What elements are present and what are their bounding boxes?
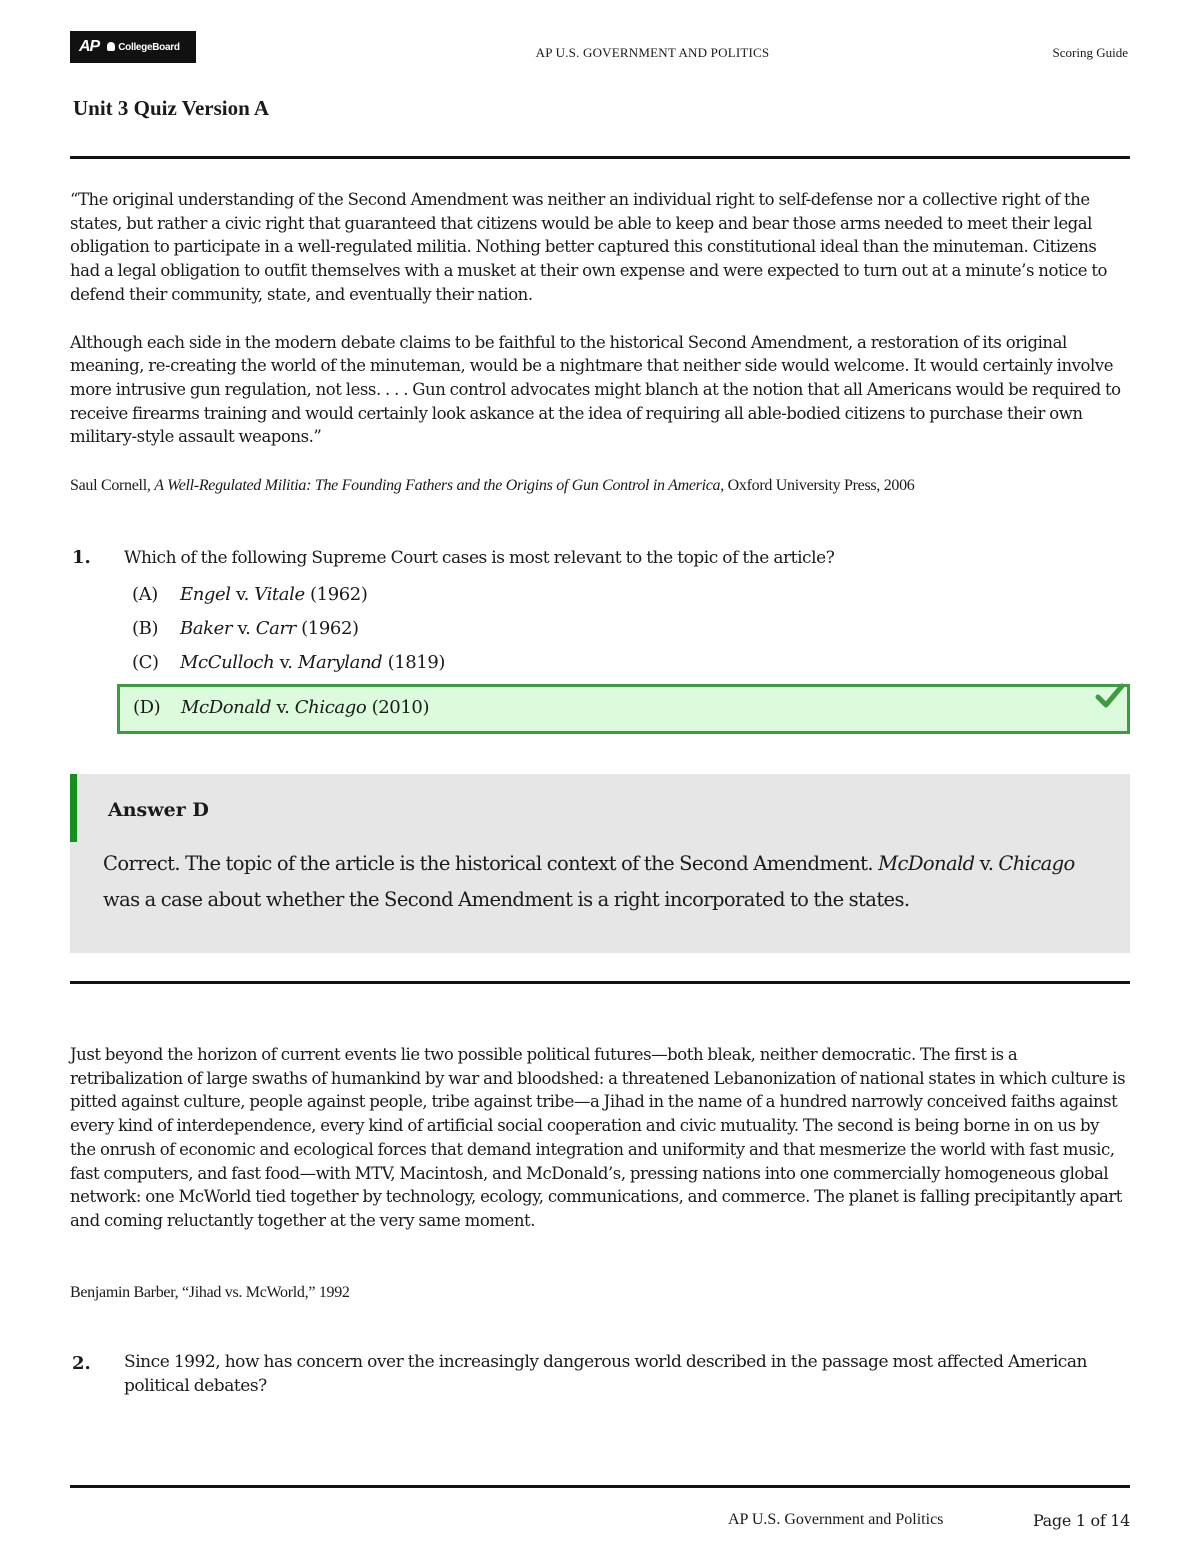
answer-case-party-2: Chicago — [998, 852, 1075, 875]
passage-1-citation — [70, 477, 915, 495]
passage-1-paragraph-1: “The original understanding of the Second Amendment was neither an individual right to self-defense nor a collective right of the states, but rather a civic right that guaranteed that citizens would be able to keep and bear those arms needed to meet their legal obligation to participate in a well-regulated militia. Nothing better captured this constitutional ideal than the minuteman. Citizens had a legal obligation to outfit themselves with a musket at their own expense and were expected to turn out at a minute’s notice to defend their community, state, and eventually their nation. — [70, 190, 1108, 304]
passage-2-paragraph: Just beyond the horizon of current events lie two possible political futures—both bleak, neither democratic. The first is a retribalization of large swaths of humankind by war and bloodshed: a threatened Lebanonization of national states in which culture is pitted against culture, people against people, tribe against tribe—a Jihad in the name of a hundred narrowly conceived faiths against every kind of interdependence, every kind of artificial social cooperation and civic mutuality. The second is being borne in on us by the onrush of economic and ecological forces that demand integration and uniformity and that mesmerize the world with fast music, fast computers, and fast food—with MTV, Macintosh, and McDonald’s, pressing nations into one commercially homogeneous global network: one McWorld tied together by technology, ecology, communications, and commerce. The planet is falling precipitantly apart and coming reluctantly together at the very same moment. — [70, 1045, 1126, 1230]
case-party-2: Vitale — [254, 584, 305, 605]
case-versus: v. — [230, 584, 255, 605]
option-c[interactable] — [132, 652, 445, 673]
option-letter: (C) — [132, 652, 159, 673]
question-1-number: 1. — [72, 547, 91, 568]
divider-bottom — [70, 1485, 1130, 1488]
page-title: Unit 3 Quiz Version A — [73, 96, 270, 120]
case-year: (1962) — [304, 584, 368, 605]
answer-explanation — [103, 846, 1083, 918]
case-party-2: Maryland — [297, 652, 383, 673]
checkmark-icon — [1095, 683, 1125, 709]
logo-cb-label: CollegeBoard — [118, 41, 180, 53]
question-2-number: 2. — [72, 1353, 91, 1374]
footer-course: AP U.S. Government and Politics — [728, 1511, 944, 1528]
option-a[interactable] — [132, 584, 367, 605]
case-versus: v. — [271, 697, 295, 718]
answer-title: Answer D — [108, 799, 209, 821]
answer-text-2: was a case about whether the Second Amendment is a right incorporated to the states. — [103, 888, 910, 911]
case-year: (2010) — [366, 697, 430, 718]
passage-1-paragraph-2: Although each side in the modern debate claims to be faithful to the historical Second Amendment, a restoration of its original meaning, re-creating the world of the minuteman, would be a nightmare that neither side would welcome. It would certainly involve more intrusive gun regulation, not less. . . . Gun control advocates might blanch at the notion that all Americans would be required to receive firearms training and would certainly look askance at the idea of requiring all able-bodied citizens to purchase their own military-style assault weapons.” — [70, 332, 1121, 447]
header-guide: Scoring Guide — [1052, 45, 1128, 60]
option-d-correct[interactable] — [117, 684, 1130, 734]
case-year: (1819) — [382, 652, 446, 673]
question-1-text: Which of the following Supreme Court cases is most relevant to the topic of the article? — [124, 548, 835, 568]
question-2-text: Since 1992, how has concern over the increasingly dangerous world described in the passage most affected American political debates? — [124, 1352, 1088, 1396]
case-party-1: McDonald — [181, 697, 272, 718]
answer-text-1: Correct. The topic of the article is the historical context of the Second Amendment. — [103, 852, 879, 875]
page-number: Page 1 of 14 — [1032, 1511, 1130, 1530]
option-letter: (D) — [133, 697, 161, 718]
case-party-2: Carr — [255, 618, 296, 639]
case-party-1: McCulloch — [180, 652, 275, 673]
answer-panel — [70, 774, 1130, 953]
passage-1 — [70, 188, 1128, 473]
citation-publisher: , Oxford University Press, 2006 — [720, 477, 915, 494]
option-d — [133, 697, 429, 718]
passage-2-citation: Benjamin Barber, “Jihad vs. McWorld,” 1992 — [70, 1284, 350, 1301]
answer-case-versus: v. — [974, 852, 999, 875]
option-b[interactable] — [132, 618, 359, 639]
case-party-2: Chicago — [294, 697, 367, 718]
case-party-1: Engel — [180, 584, 231, 605]
citation-title: A Well-Regulated Militia: The Founding Fathers and the Origins of Gun Control in America — [154, 477, 721, 494]
answer-accent-bar — [70, 774, 77, 842]
passage-2 — [70, 1043, 1128, 1257]
case-versus: v. — [274, 652, 298, 673]
divider-middle — [70, 981, 1130, 984]
logo-ap-text: AP — [79, 38, 100, 55]
case-versus: v. — [232, 618, 256, 639]
option-letter: (B) — [132, 618, 159, 639]
answer-case-party-1: McDonald — [878, 852, 975, 875]
case-party-1: Baker — [180, 618, 233, 639]
case-year: (1962) — [295, 618, 359, 639]
divider-top — [70, 156, 1130, 159]
header-course: AP U.S. GOVERNMENT AND POLITICS — [535, 45, 770, 60]
option-letter: (A) — [132, 584, 158, 605]
citation-author: Saul Cornell, — [70, 477, 155, 494]
